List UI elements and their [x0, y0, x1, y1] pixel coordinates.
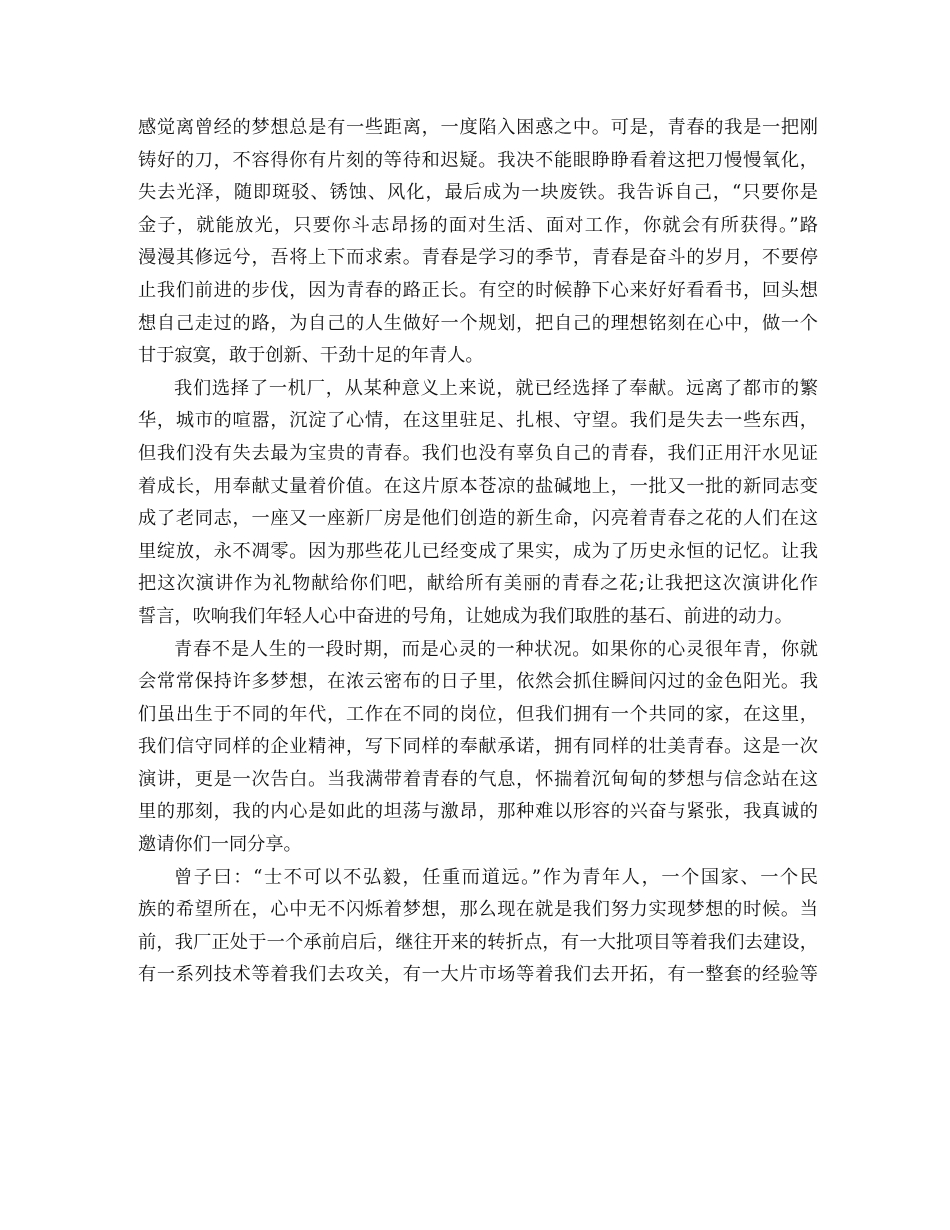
text-line: 我们信守同样的企业精神，写下同样的奉献承诺，拥有同样的壮美青春。这是一次	[138, 736, 818, 758]
text-line: 失去光泽，随即斑驳、锈蚀、风化，最后成为一块废铁。我告诉自己，“只要你是	[138, 182, 818, 204]
text-line: 着成长，用奉献丈量着价值。在这片原本苍凉的盐碱地上，一批又一批的新同志变	[138, 475, 818, 497]
text-line: 但我们没有失去最为宝贵的青春。我们也没有辜负自己的青春，我们正用汗水见证	[138, 442, 818, 464]
paragraph-3	[138, 634, 818, 862]
text-line: 铸好的刀，不容得你有片刻的等待和迟疑。我决不能眼睁睁看着这把刀慢慢氧化，	[138, 149, 818, 171]
text-line: 止我们前进的步伐，因为青春的路正长。有空的时候静下心来好好看看书，回头想	[138, 279, 818, 301]
text-line: 有一系列技术等着我们去攻关，有一大片市场等着我们去开拓，有一整套的经验等	[138, 964, 818, 986]
text-line: 们虽出生于不同的年代，工作在不同的岗位，但我们拥有一个共同的家，在这里，	[138, 703, 818, 725]
text-line: 里的那刻，我的内心是如此的坦荡与激昂，那种难以形容的兴奋与紧张，我真诚的	[138, 801, 818, 823]
paragraph-4	[138, 862, 818, 992]
text-line: 邀请你们一同分享。	[138, 834, 302, 856]
text-line: 前，我厂正处于一个承前启后，继往开来的转折点，有一大批项目等着我们去建设，	[138, 931, 818, 953]
paragraph-2	[138, 373, 818, 634]
text-line: 曾子曰：“士不可以不弘毅，任重而道远。”作为青年人，一个国家、一个民	[174, 866, 818, 888]
text-line: 感觉离曾经的梦想总是有一些距离，一度陷入困惑之中。可是，青春的我是一把刚	[138, 117, 818, 138]
text-line: 演讲，更是一次告白。当我满带着青春的气息，怀揣着沉甸甸的梦想与信念站在这	[138, 768, 818, 790]
text-line: 族的希望所在，心中无不闪烁着梦想，那么现在就是我们努力实现梦想的时候。当	[138, 899, 818, 921]
paragraph-1	[138, 112, 818, 373]
text-line: 漫漫其修远兮，吾将上下而求索。青春是学习的季节，青春是奋斗的岁月，不要停	[138, 247, 818, 269]
text-line: 甘于寂寞，敢于创新、干劲十足的年青人。	[138, 345, 484, 367]
text-line: 想自己走过的路，为自己的人生做好一个规划，把自己的理想铭刻在心中，做一个	[138, 312, 818, 334]
text-line: 我们选择了一机厂，从某种意义上来说，就已经选择了奉献。远离了都市的繁	[174, 377, 818, 399]
document-body	[138, 112, 818, 992]
text-line: 成了老同志，一座又一座新厂房是他们创造的新生命，闪亮着青春之花的人们在这	[138, 508, 818, 530]
text-line: 会常常保持许多梦想，在浓云密布的日子里，依然会抓住瞬间闪过的金色阳光。我	[138, 671, 818, 693]
text-line: 金子，就能放光，只要你斗志昂扬的面对生活、面对工作，你就会有所获得。”路	[138, 214, 818, 236]
text-line: 华，城市的喧嚣，沉淀了心情，在这里驻足、扎根、守望。我们是失去一些东西，	[138, 410, 818, 432]
text-line: 把这次演讲作为礼物献给你们吧，献给所有美丽的青春之花;让我把这次演讲化作	[138, 573, 818, 595]
text-line: 里绽放，永不凋零。因为那些花儿已经变成了果实，成为了历史永恒的记忆。让我	[138, 540, 818, 562]
text-line: 青春不是人生的一段时期，而是心灵的一种状况。如果你的心灵很年青，你就	[174, 638, 818, 660]
text-line: 誓言，吹响我们年轻人心中奋进的号角，让她成为我们取胜的基石、前进的动力。	[138, 605, 793, 627]
